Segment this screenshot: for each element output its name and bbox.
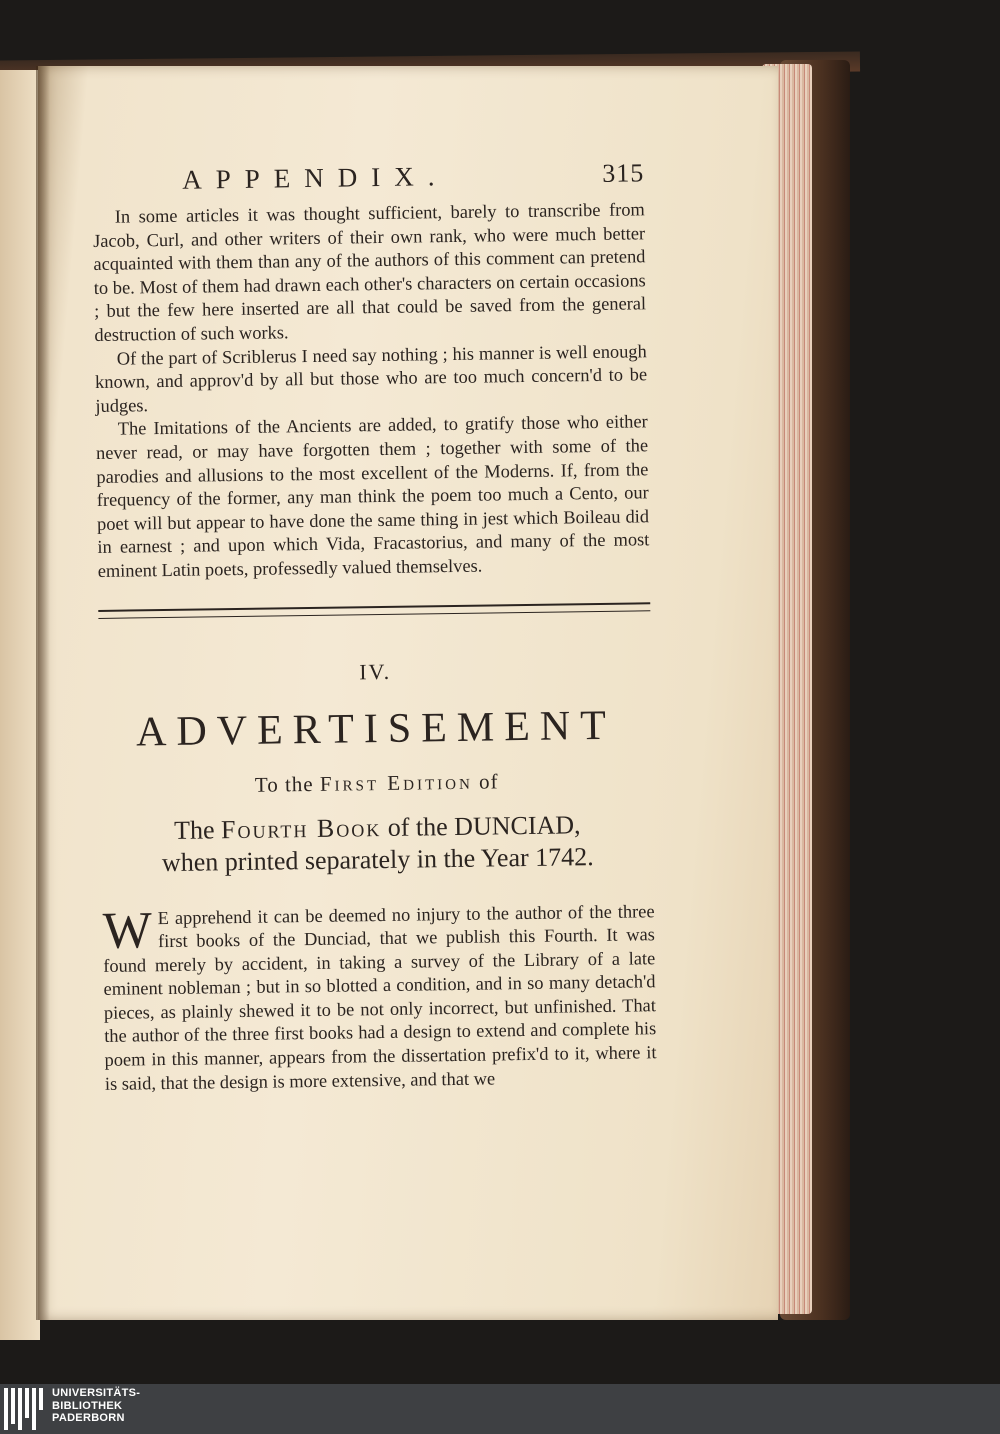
advertisement-paragraph: E apprehend it can be deemed no injury to the author of the three first books of the Dunciad, that we publish this Fourth. It was found merely by accident, in taking a survey of the Library of a late eminent nobleman ; but in so blotted a condition, and in so many detach'd pieces, as plainly shewed it to be not only incorrect, but unfinished. That the author of the three first books had a design to extend and complete his poem in this manner, appears from the dissertation prefix'd to it, where it is said, that the design is more extensive, and that we <box>103 900 657 1094</box>
facing-page-sliver <box>0 70 40 1340</box>
subtitle-block <box>101 808 654 880</box>
library-footer <box>0 1384 1000 1434</box>
advertisement-text <box>102 900 657 1096</box>
paragraph-2: Of the part of Scriblerus I need say nothing ; his manner is well enough known, and approv'd by all but those who are too much concern'd to be judges. <box>94 340 648 416</box>
library-logo-text <box>52 1387 140 1425</box>
section-numeral: IV. <box>359 658 392 684</box>
subtitle-line-3: when printed separately in the Year 1742. <box>161 841 594 877</box>
running-head-title: APPENDIX. <box>182 161 449 195</box>
logo-line-1: UNIVERSITÄTS- <box>52 1387 141 1399</box>
subtitle-line-1 <box>101 767 653 800</box>
paragraph-1: In some articles it was thought sufficient, barely to transcribe from Jacob, Curl, and other writers of their own rank, who were much better acquainted with them than any of the authors of this comment can pretend to be. Most of them had drawn each other's characters on certain occasions ; but the few here inserted are all that could be saved from the general destruction of such works. <box>92 199 647 345</box>
page-number: 315 <box>602 158 645 188</box>
logo-line-2: BIBLIOTHEK <box>52 1399 123 1412</box>
subtitle-2-part-c: of the DUNCIAD, <box>381 809 581 842</box>
section-heading: ADVERTISEMENT <box>135 702 617 755</box>
subtitle-1-part-a: To the <box>254 771 321 797</box>
page-content <box>92 152 657 1096</box>
drop-cap: W <box>102 901 153 960</box>
gutter-shadow <box>36 66 50 1320</box>
logo-line-3: PADERBORN <box>52 1412 125 1424</box>
divider-rule-thin <box>98 610 650 619</box>
subtitle-2-part-b: Fourth Book <box>220 812 382 844</box>
section-divider <box>98 602 650 619</box>
running-head <box>92 152 645 206</box>
subtitle-2-part-a: The <box>173 814 222 845</box>
subtitle-1-part-b: First Edition <box>319 769 473 796</box>
paragraph-3: The Imitations of the Ancients are added, to gratify those who either never read, or may have forgotten them ; together with some of the parodies and allusions to the most excellent of the Moderns. If, from the frequency of the former, any man think the poem too much a Cento, our poet will but appear to have done the same thing in jest which Boileau did in earnest ; and upon which Vida, Fracastorius, and many of the most eminent Latin poets, professedly valued themselves. <box>95 411 650 581</box>
subtitle-1-part-c: of <box>472 768 499 794</box>
library-logo-icon <box>4 1388 44 1430</box>
